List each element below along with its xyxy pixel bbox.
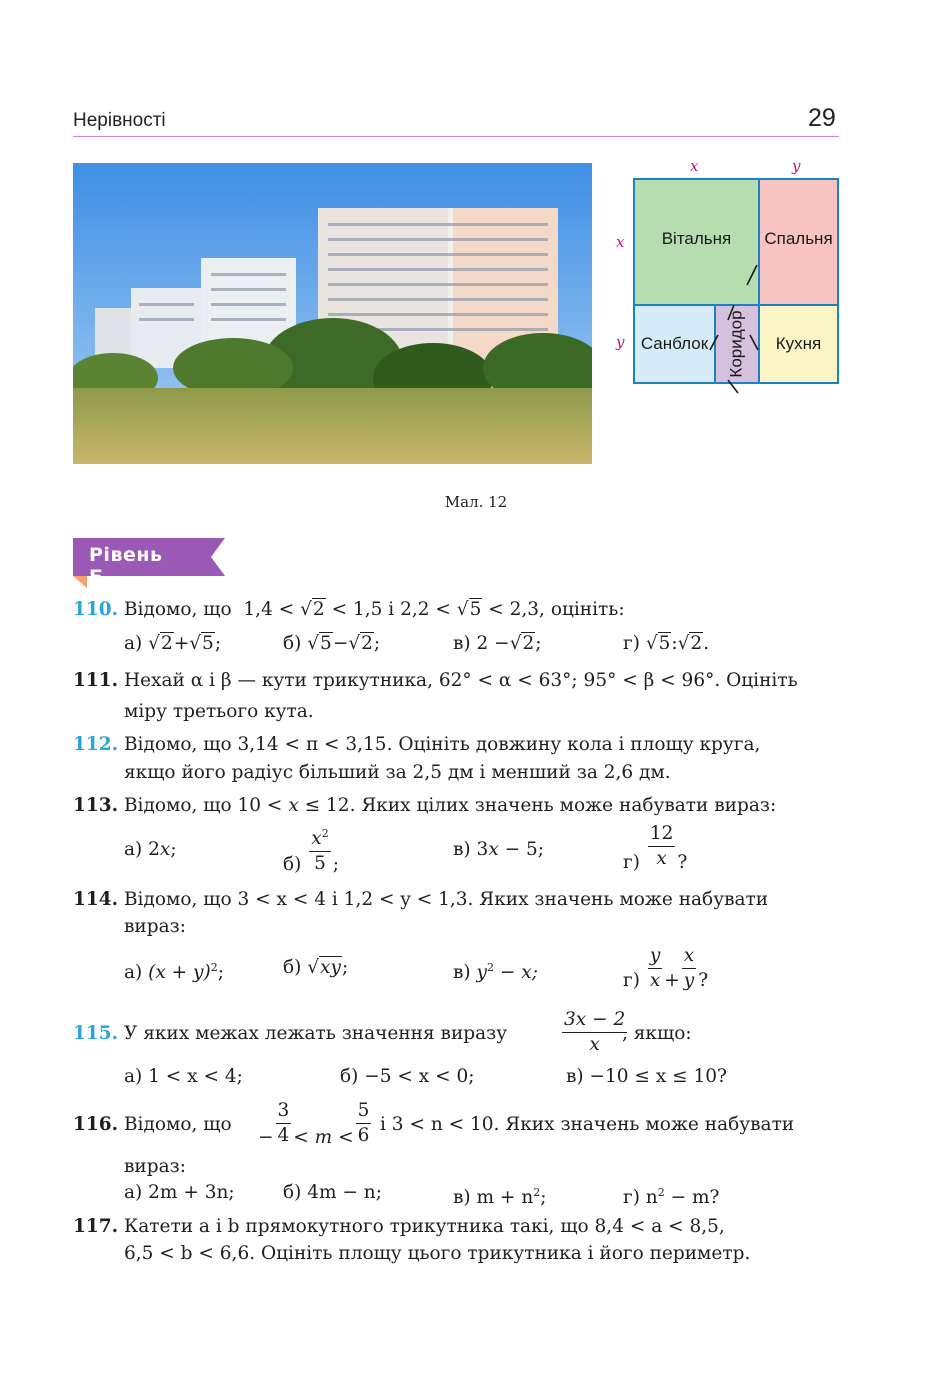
problem-116-option-a: а) 2m + 3n; — [124, 1182, 235, 1203]
plan-dim-y-left: y — [616, 333, 625, 351]
problem-115-tail: , якщо: — [622, 1023, 692, 1044]
problem-115-line-1: 115. У яких межах лежать значення виразу — [73, 1023, 508, 1044]
page-number: 29 — [808, 104, 836, 132]
photo-illustration — [73, 163, 592, 464]
problem-113-option-b: б) $\frac{x^2}{5}$ ; — [283, 822, 339, 876]
problem-110-number: 110. — [73, 599, 119, 620]
problem-110-ineq2-left: 2,2 < — [400, 599, 451, 620]
problem-115-fraction: $\frac{3x - 2}{x}$ — [564, 1009, 626, 1055]
problem-115-option-c: в) −10 ≤ x ≤ 10? — [566, 1066, 727, 1087]
figure-caption: Мал. 12 — [444, 493, 508, 511]
problem-114-option-b: б) √xy; — [283, 957, 349, 978]
problem-114-text-1: Відомо, що 3 < x < 4 і 1,2 < y < 1,3. Яких значень може набувати — [123, 889, 769, 910]
sqrt-5: √5 — [456, 599, 482, 620]
problem-110-option-b: б) √5−√2; — [283, 633, 381, 654]
problem-110-option-c: в) 2 −√2; — [453, 633, 542, 654]
problem-110-line — [73, 598, 625, 622]
room-bedroom-label: Спальня — [764, 229, 833, 248]
problem-112-line-1 — [73, 733, 760, 757]
plan-dim-x-left: x — [616, 233, 625, 251]
problem-116-option-c: в) $m + n^2$; — [453, 1186, 547, 1209]
problem-112-number: 112. — [73, 734, 119, 755]
problem-117-line-1 — [73, 1215, 725, 1239]
problem-115-option-b: б) −5 < x < 0; — [340, 1066, 475, 1087]
room-bathroom-label: Санблок — [640, 334, 709, 353]
problem-110-ineq2-right: < 2,3, — [488, 599, 545, 620]
problem-116-line-2: вираз: — [124, 1156, 186, 1177]
problem-113-option-c: в) 3x − 5; — [453, 839, 545, 860]
problem-111-line-2: міру третього кута. — [124, 701, 314, 722]
apartment-buildings-photo — [73, 163, 592, 464]
problem-116-option-d: г) $n^2 - m$? — [623, 1186, 720, 1209]
problem-110-tail: оцініть: — [550, 599, 625, 620]
sqrt-2: √2 — [300, 599, 325, 620]
problem-114-option-c: в) $y^2 - x$; — [453, 961, 538, 984]
problem-110-option-a: а) √2+√5; — [124, 633, 222, 654]
problem-117-text-1: Катети a і b прямокутного трикутника такі, що 8,4 < a < 8,5, — [123, 1216, 725, 1237]
problem-110-conj: і — [388, 599, 395, 620]
plan-dim-y-top: y — [792, 157, 801, 175]
problem-116-number: 116. — [73, 1114, 119, 1135]
problem-116-tail: і 3 < n < 10. Яких значень може набувати — [380, 1114, 795, 1135]
header-rule — [73, 136, 839, 137]
level-label: Рівень Б — [89, 544, 163, 588]
problem-117-line-2: 6,5 < b < 6,6. Оцініть площу цього трикутника і його периметр. — [124, 1243, 751, 1264]
problem-117-number: 117. — [73, 1216, 119, 1237]
problem-111-text-1: Нехай α і β — кути трикутника, 62° < α < 63°; 95° < β < 96°. Оцініть — [123, 670, 798, 691]
problem-114-line-2: вираз: — [124, 916, 186, 937]
problem-115-number: 115. — [73, 1023, 119, 1044]
problem-114-option-d: г) $\frac{y}{x}$ + $\frac{x}{y}$ ? — [623, 945, 709, 991]
problem-113-number: 113. — [73, 795, 119, 816]
problem-114-line-1 — [73, 888, 768, 912]
floor-plan-diagram — [610, 155, 850, 400]
problem-112-line-2: якщо його радіус більший за 2,5 дм і менший за 2,6 дм. — [124, 762, 671, 783]
problem-110-ineq1-right: < 1,5 — [331, 599, 383, 620]
problem-113-option-a: а) 2x; — [124, 839, 177, 860]
problem-110-ineq1-left: 1,4 < — [243, 599, 295, 620]
problem-111-line-1 — [73, 669, 798, 693]
problem-114-number: 114. — [73, 889, 119, 910]
plan-dim-x-top: x — [690, 157, 699, 175]
problem-111-number: 111. — [73, 670, 119, 691]
running-header-title: Нерівності — [73, 110, 166, 131]
room-living-label: Вітальня — [661, 229, 732, 248]
problem-113-line-1: 113. Відомо, що 10 < x ≤ 12. Яких цілих значень може набувати вираз: — [73, 795, 777, 816]
problem-116-inequality: − $\frac{3}{4}$ < m < $\frac{5}{6}$ — [258, 1100, 370, 1148]
problem-114-option-a: а) $(x + y)^2$; — [124, 961, 224, 984]
problem-110-option-d: г) √5:√2. — [623, 633, 710, 654]
problem-116-option-b: б) 4m − n; — [283, 1182, 382, 1203]
problem-113-option-d: г) $\frac{12}{x}$ ? — [623, 823, 688, 873]
problem-116-line-1: 116. Відомо, що — [73, 1114, 232, 1135]
room-corridor-label: Коридор — [727, 310, 747, 378]
room-kitchen-label: Кухня — [775, 334, 822, 353]
plan-door-marks — [610, 155, 850, 400]
problem-110-lead: Відомо, що — [123, 599, 232, 620]
problem-112-text-1: Відомо, що 3,14 < π < 3,15. Оцініть довжину кола і площу круга, — [123, 734, 761, 755]
problem-115-option-a: а) 1 < x < 4; — [124, 1066, 243, 1087]
